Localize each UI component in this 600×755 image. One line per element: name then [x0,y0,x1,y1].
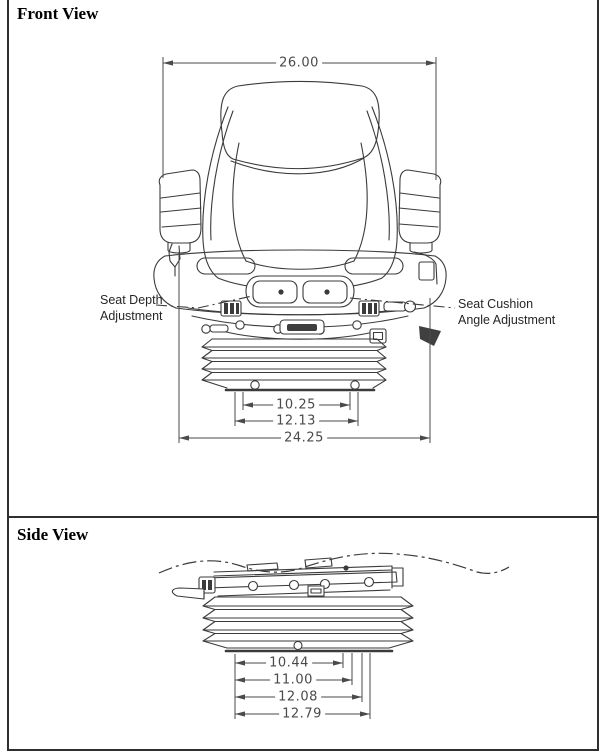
right-armrest [399,170,441,253]
seat-cushion-angle-line2: Angle Adjustment [458,312,556,327]
frame-border-right [597,0,599,751]
front-view-title: Front View [17,4,99,23]
side-dim-4: 12.79 [279,707,325,722]
leader-lines [156,296,455,308]
side-dim-1: 10.44 [266,656,312,671]
break-line [159,553,509,573]
front-dim-mid-width: 12.13 [273,414,319,429]
section-divider [7,516,599,518]
front-dimension-arrows [163,60,436,440]
front-bellows [202,339,386,390]
frame-border-left [7,0,9,751]
front-dim-inner-width: 10.25 [273,398,319,413]
side-bellows [203,597,413,651]
suspension-cover [246,276,354,307]
side-dim-3: 12.08 [275,690,321,705]
suspension-mechanism [188,252,441,346]
seat-cushion-angle-line1: Seat Cushion [458,297,534,311]
frame-border-bottom [7,749,599,751]
seat-headrest [221,82,379,174]
front-dim-overall-width: 24.25 [281,431,327,446]
seat-backrest [203,107,398,290]
rail-assembly [172,558,403,599]
seat-depth-adjustment-line1: Seat Depth [100,293,163,307]
seat-depth-adjustment-label [100,293,163,324]
left-armrest [159,170,201,276]
side-view-title: Side View [17,525,89,544]
front-dim-top-width: 26.00 [276,56,322,71]
seat-depth-adjustment-line2: Adjustment [100,308,163,323]
front-dimension-lines [163,57,436,443]
seat-cushion-angle-adjustment-label [458,297,555,328]
side-dim-2: 11.00 [270,673,316,688]
seat-cushion [154,250,446,315]
